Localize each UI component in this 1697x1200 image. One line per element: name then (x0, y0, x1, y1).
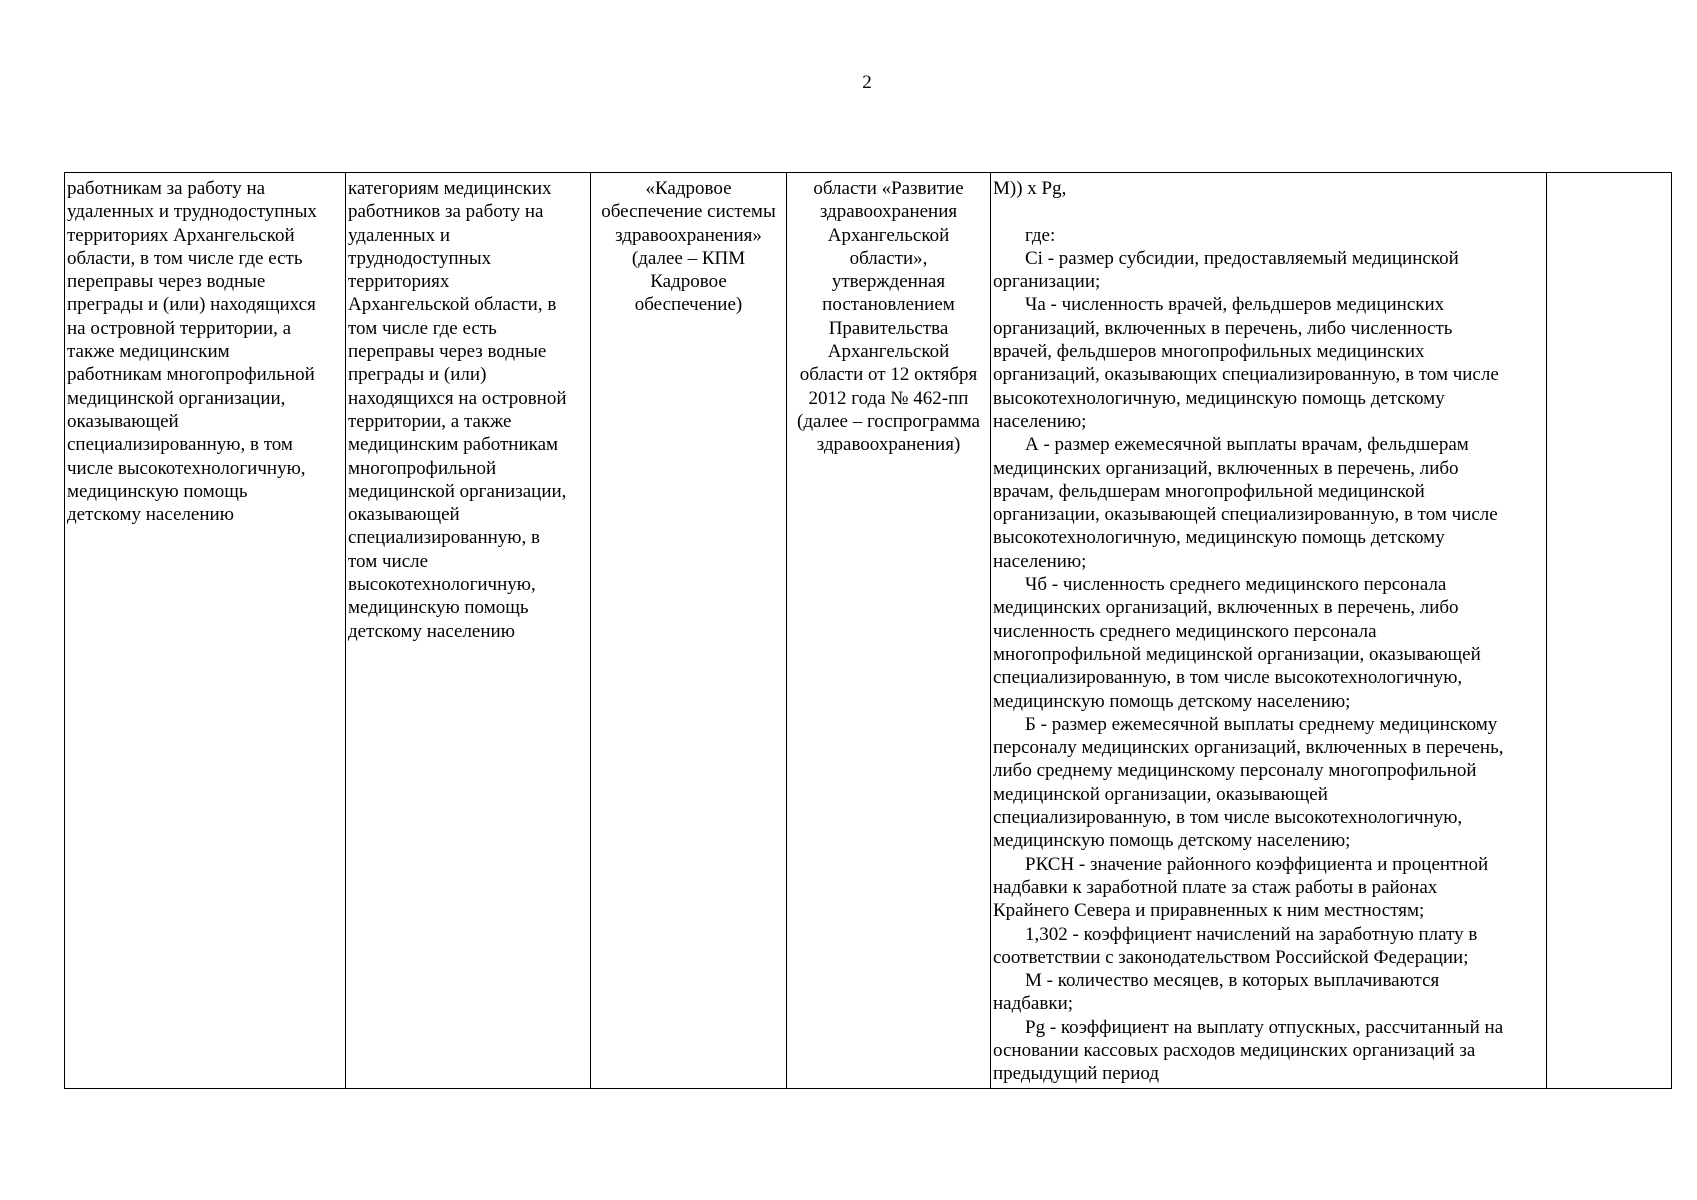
text-line: том числе (348, 550, 429, 572)
text-line: области «Развитие (813, 178, 964, 199)
text-line: Кадровое (650, 271, 727, 293)
definition-line: медицинских организаций, включенных в перечень, либо (993, 597, 1459, 619)
text-line: здравоохранения» (615, 224, 762, 246)
text-line: оказывающей (67, 410, 179, 432)
definition-line: численность среднего медицинского персонала (993, 620, 1377, 642)
text-line: обеспечение) (634, 294, 743, 316)
definition-line: врачей, фельдшеров многопрофильных медицинских (993, 341, 1425, 363)
text-line: переправы через водные (348, 341, 547, 363)
text-line: здравоохранения) (816, 434, 961, 456)
definition-line: Ci - размер субсидии, предоставляемый медицинской (1025, 247, 1459, 269)
cell-formula-description (991, 173, 1547, 1089)
text-line: том числе где есть (348, 317, 497, 339)
text-line: медицинскую помощь (348, 597, 529, 619)
definition-line: высокотехнологичную, медицинскую помощь детскому (993, 387, 1445, 409)
text-line: удаленных и труднодоступных (67, 201, 317, 223)
text-line: переправы через водные (67, 271, 266, 293)
definition-line: предыдущий период (993, 1063, 1160, 1085)
definition-line: надбавки; (993, 993, 1074, 1015)
definition-line: медицинскую помощь детскому населению; (993, 690, 1351, 712)
definition-line: Крайнего Севера и приравненных к ним местностям; (993, 900, 1425, 922)
cell-program-component (591, 173, 787, 1089)
text-line: детскому населению (67, 504, 234, 526)
text-line: (далее – КПМ (631, 247, 746, 269)
definition-line: надбавки к заработной плате за стаж работы в районах (993, 876, 1438, 898)
definition-line: организаций, оказывающих специализированную, в том числе (993, 364, 1499, 386)
text-line: преграды и (или) (348, 364, 487, 386)
definition-line: основании кассовых расходов медицинских организаций за (993, 1039, 1476, 1061)
text-line: области от 12 октября (799, 364, 978, 386)
text-line: преграды и (или) находящихся (67, 294, 316, 316)
definition-line: высокотехнологичную, медицинскую помощь детскому (993, 527, 1445, 549)
text-line: на островной территории, а (67, 317, 292, 339)
text-line: Архангельской (827, 341, 950, 363)
text-line: многопрофильной (348, 457, 497, 479)
definition-line: медицинскую помощь детскому населению; (993, 830, 1351, 852)
text-line: здравоохранения (819, 201, 958, 223)
text-line: «Кадровое (645, 178, 732, 199)
definition-line: Б - размер ежемесячной выплаты среднему медицинскому (1025, 713, 1498, 735)
definition-line: Ча - численность врачей, фельдшеров медицинских (1025, 294, 1445, 316)
table-row (65, 173, 1672, 1089)
definition-line: организации; (993, 271, 1101, 293)
cell-categories (346, 173, 591, 1089)
text-line: медицинским работникам (348, 434, 559, 456)
definition-line: организаций, включенных в перечень, либо численность (993, 317, 1453, 339)
text-line: 2012 года № 462-пп (808, 387, 969, 409)
page-number: 2 (862, 72, 872, 93)
definition-line: медицинских организаций, включенных в перечень, либо (993, 457, 1459, 479)
text-line: детскому населению (348, 620, 515, 642)
text-line: медицинской организации, (348, 480, 567, 502)
text-line: труднодоступных (348, 247, 492, 269)
definition-line: А - размер ежемесячной выплаты врачам, фельдшерам (1025, 434, 1469, 456)
definition-line: Pg - коэффициент на выплату отпускных, рассчитанный на (1025, 1016, 1504, 1038)
definition-line: многопрофильной медицинской организации, оказывающей (993, 643, 1481, 665)
text-line: обеспечение системы (601, 201, 776, 223)
text-line: специализированную, в том (67, 434, 293, 456)
text-line: территории, а также (348, 410, 512, 432)
text-line: области, в том числе где есть (67, 247, 303, 269)
text-line: удаленных и (348, 224, 451, 246)
formula-definitions (993, 247, 1544, 1086)
text-line: утвержденная (831, 271, 946, 293)
definition-line: населению; (993, 410, 1087, 432)
definition-line: РКСН - значение районного коэффициента и процентной (1025, 853, 1489, 875)
text-line: Правительства (828, 317, 949, 339)
definition-line: населению; (993, 550, 1087, 572)
text-line: оказывающей (348, 504, 460, 526)
formula-tail: M)) х Pg, (993, 178, 1067, 199)
definition-line: Чб - численность среднего медицинского персонала (1025, 574, 1447, 596)
cell-state-program (787, 173, 991, 1089)
text-line: (далее – госпрограмма (797, 410, 980, 432)
text-line: работникам за работу на (67, 178, 266, 199)
text-line: территориях Архангельской (67, 224, 295, 246)
document-table (64, 172, 1672, 1089)
definition-line: соответствии с законодательством Российской Федерации; (993, 946, 1469, 968)
text-line: категориям медицинских (348, 178, 552, 199)
text-line: высокотехнологичную, (348, 574, 536, 596)
definition-line: организации, оказывающей специализированную, в том числе (993, 504, 1498, 526)
spacer (993, 200, 1544, 223)
text-line: медицинской организации, (67, 387, 286, 409)
text-line: работникам многопрофильной (67, 364, 315, 386)
text-line: медицинскую помощь (67, 480, 248, 502)
definition-line: специализированную, в том числе высокотехнологичную, (993, 807, 1463, 829)
text-line: территориях (348, 271, 450, 293)
text-line: специализированную, в (348, 527, 540, 549)
definition-line: либо среднему медицинскому персоналу многопрофильной (993, 760, 1477, 782)
cell-recipients (65, 173, 346, 1089)
text-line: находящихся на островной (348, 387, 567, 409)
definition-line: 1,302 - коэффициент начислений на заработную плату в (1025, 923, 1478, 945)
text-line: области», (849, 247, 928, 269)
text-line: Архангельской области, в (348, 294, 557, 316)
definition-line: персоналу медицинских организаций, включенных в перечень, (993, 737, 1504, 759)
text-line: работников за работу на (348, 201, 544, 223)
where-label: где: (1025, 224, 1056, 246)
definition-line: врачам, фельдшерам многопрофильной медицинской (993, 480, 1425, 502)
cell-empty (1547, 173, 1672, 1089)
definition-line: медицинской организации, оказывающей (993, 783, 1328, 805)
text-line: Архангельской (827, 224, 950, 246)
text-line: также медицинским (67, 341, 230, 363)
text-line: числе высокотехнологичную, (67, 457, 306, 479)
text-line: постановлением (822, 294, 955, 316)
definition-line: М - количество месяцев, в которых выплачиваются (1025, 970, 1440, 992)
definition-line: специализированную, в том числе высокотехнологичную, (993, 667, 1463, 689)
